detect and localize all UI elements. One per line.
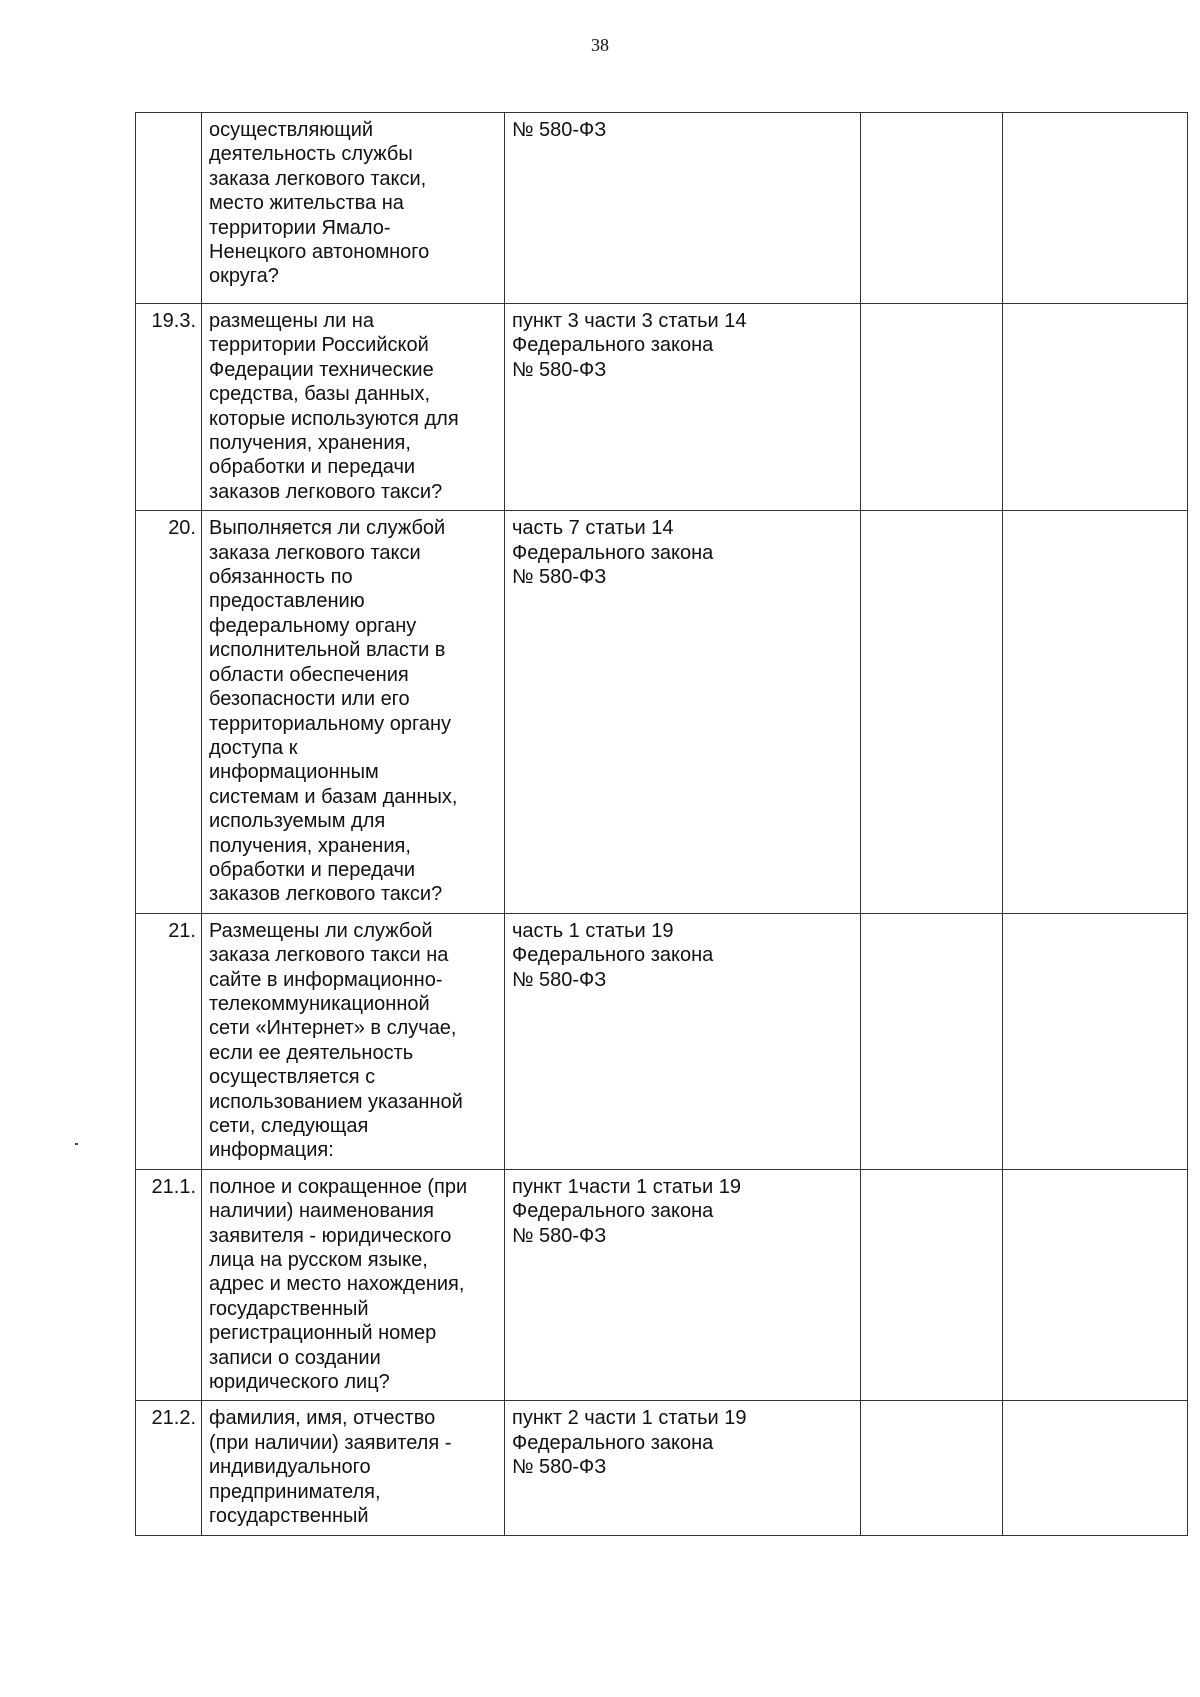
question-line: которые используются для [209,407,459,430]
question-line: заявителя - юридического [209,1224,452,1247]
page-number: 38 [591,35,609,55]
law-reference-line: № 580-ФЗ [512,358,607,381]
question-line: заказов легкового такси? [209,480,443,503]
law-reference-cell [505,511,861,914]
question-line: использованием указанной [209,1090,463,1113]
table-row [136,511,1188,914]
table-row [136,304,1188,511]
law-reference-line: Федерального закона [512,944,714,967]
note-cell[interactable] [1003,1169,1188,1401]
question-line: используемым для [209,810,386,833]
question-cell [202,1169,505,1401]
question-line: исполнительной власти в [209,639,446,662]
law-reference-line: № 580-ФЗ [512,566,607,589]
question-line: сайте в информационно- [209,968,443,991]
row-number: 19.3. [136,304,202,511]
question-line: Размещены ли службой [209,919,433,942]
scan-speck [75,1143,78,1145]
table-row [136,913,1188,1169]
question-line: обработки и передачи [209,858,416,881]
law-reference-cell [505,1169,861,1401]
question-line: предоставлению [209,590,365,613]
question-line: территории Ямало- [209,216,391,239]
note-cell[interactable] [1003,304,1188,511]
question-line: заказа легкового такси на [209,944,449,967]
question-line: телекоммуникационной [209,992,430,1015]
question-line: доступа к [209,736,298,759]
row-number [136,113,202,304]
law-reference-line: Федерального закона [512,334,714,357]
question-line: фамилия, имя, отчество [209,1407,436,1430]
table-row [136,113,1188,304]
question-line: если ее деятельность [209,1041,414,1064]
question-line: обязанность по [209,566,353,589]
row-number: 21.1. [136,1169,202,1401]
question-line: заказа легкового такси, [209,167,427,190]
table-body [136,113,1188,1536]
law-reference-line: № 580-ФЗ [512,119,607,141]
answer-cell[interactable] [861,304,1003,511]
note-cell[interactable] [1003,1401,1188,1535]
question-line: Ненецкого автономного [209,241,430,264]
row-number: 20. [136,511,202,914]
question-line: осуществляется с [209,1066,376,1089]
law-reference-cell [505,913,861,1169]
question-line: адрес и место нахождения, [209,1273,465,1296]
question-cell [202,1401,505,1535]
question-line: место жительства на [209,192,404,215]
question-cell [202,913,505,1169]
law-reference-line: Федерального закона [512,1431,714,1454]
law-reference-line: часть 7 статьи 14 [512,517,674,540]
answer-cell[interactable] [861,1401,1003,1535]
note-cell[interactable] [1003,113,1188,304]
question-line: территории Российской [209,334,429,357]
question-line: средства, базы данных, [209,383,431,406]
question-line: лица на русском языке, [209,1249,428,1272]
question-line: государственный [209,1297,369,1320]
law-reference-line: пункт 3 части 3 статьи 14 [512,310,747,332]
law-reference-cell [505,304,861,511]
note-cell[interactable] [1003,913,1188,1169]
question-line: государственный [209,1505,369,1528]
question-line: получения, хранения, [209,432,411,455]
law-reference-line: Федерального закона [512,541,714,564]
law-reference-line: пункт 2 части 1 статьи 19 [512,1407,747,1430]
law-reference-cell [505,113,861,304]
law-reference-line: часть 1 статьи 19 [512,919,674,942]
question-line: Федерации технические [209,358,434,381]
question-line: территориальному органу [209,712,452,735]
question-line: системам и базам данных, [209,785,458,808]
law-reference-line: № 580-ФЗ [512,968,607,991]
law-reference-line: Федерального закона [512,1200,714,1223]
question-line: (при наличии) заявителя - [209,1431,452,1454]
answer-cell[interactable] [861,511,1003,914]
law-reference-cell [505,1401,861,1535]
law-reference-line: пункт 1части 1 статьи 19 [512,1175,741,1198]
answer-cell[interactable] [861,1169,1003,1401]
question-line: полное и сокращенное (при [209,1175,468,1198]
question-line: информационным [209,761,379,784]
question-line: юридического лиц? [209,1371,390,1394]
question-line: обработки и передачи [209,456,416,479]
question-line: получения, хранения, [209,834,411,857]
question-line: сети, следующая [209,1115,369,1137]
question-line: области обеспечения [209,663,409,686]
question-line: деятельность службы [209,143,413,166]
question-line: информация: [209,1139,334,1162]
question-line: регистрационный номер [209,1322,437,1345]
row-number: 21. [136,913,202,1169]
question-line: заказов легкового такси? [209,883,443,906]
question-line: округа? [209,265,279,288]
table-row [136,1169,1188,1401]
question-line: наличии) наименования [209,1200,434,1223]
row-number: 21.2. [136,1401,202,1535]
note-cell[interactable] [1003,511,1188,914]
question-line: сети «Интернет» в случае, [209,1017,457,1040]
answer-cell[interactable] [861,113,1003,304]
question-line: предпринимателя, [209,1480,381,1503]
question-cell [202,113,505,304]
question-line: федеральному органу [209,614,417,637]
question-line: заказа легкового такси [209,541,421,564]
question-line: безопасности или его [209,688,410,711]
question-line: осуществляющий [209,119,374,141]
question-cell [202,511,505,914]
answer-cell[interactable] [861,913,1003,1169]
law-reference-line: № 580-ФЗ [512,1224,607,1247]
table-row [136,1401,1188,1535]
law-reference-line: № 580-ФЗ [512,1456,607,1479]
question-line: записи о создании [209,1346,381,1369]
question-line: размещены ли на [209,310,374,332]
checklist-table [135,112,1188,1536]
question-line: индивидуального [209,1456,371,1479]
question-cell [202,304,505,511]
question-line: Выполняется ли службой [209,517,446,540]
